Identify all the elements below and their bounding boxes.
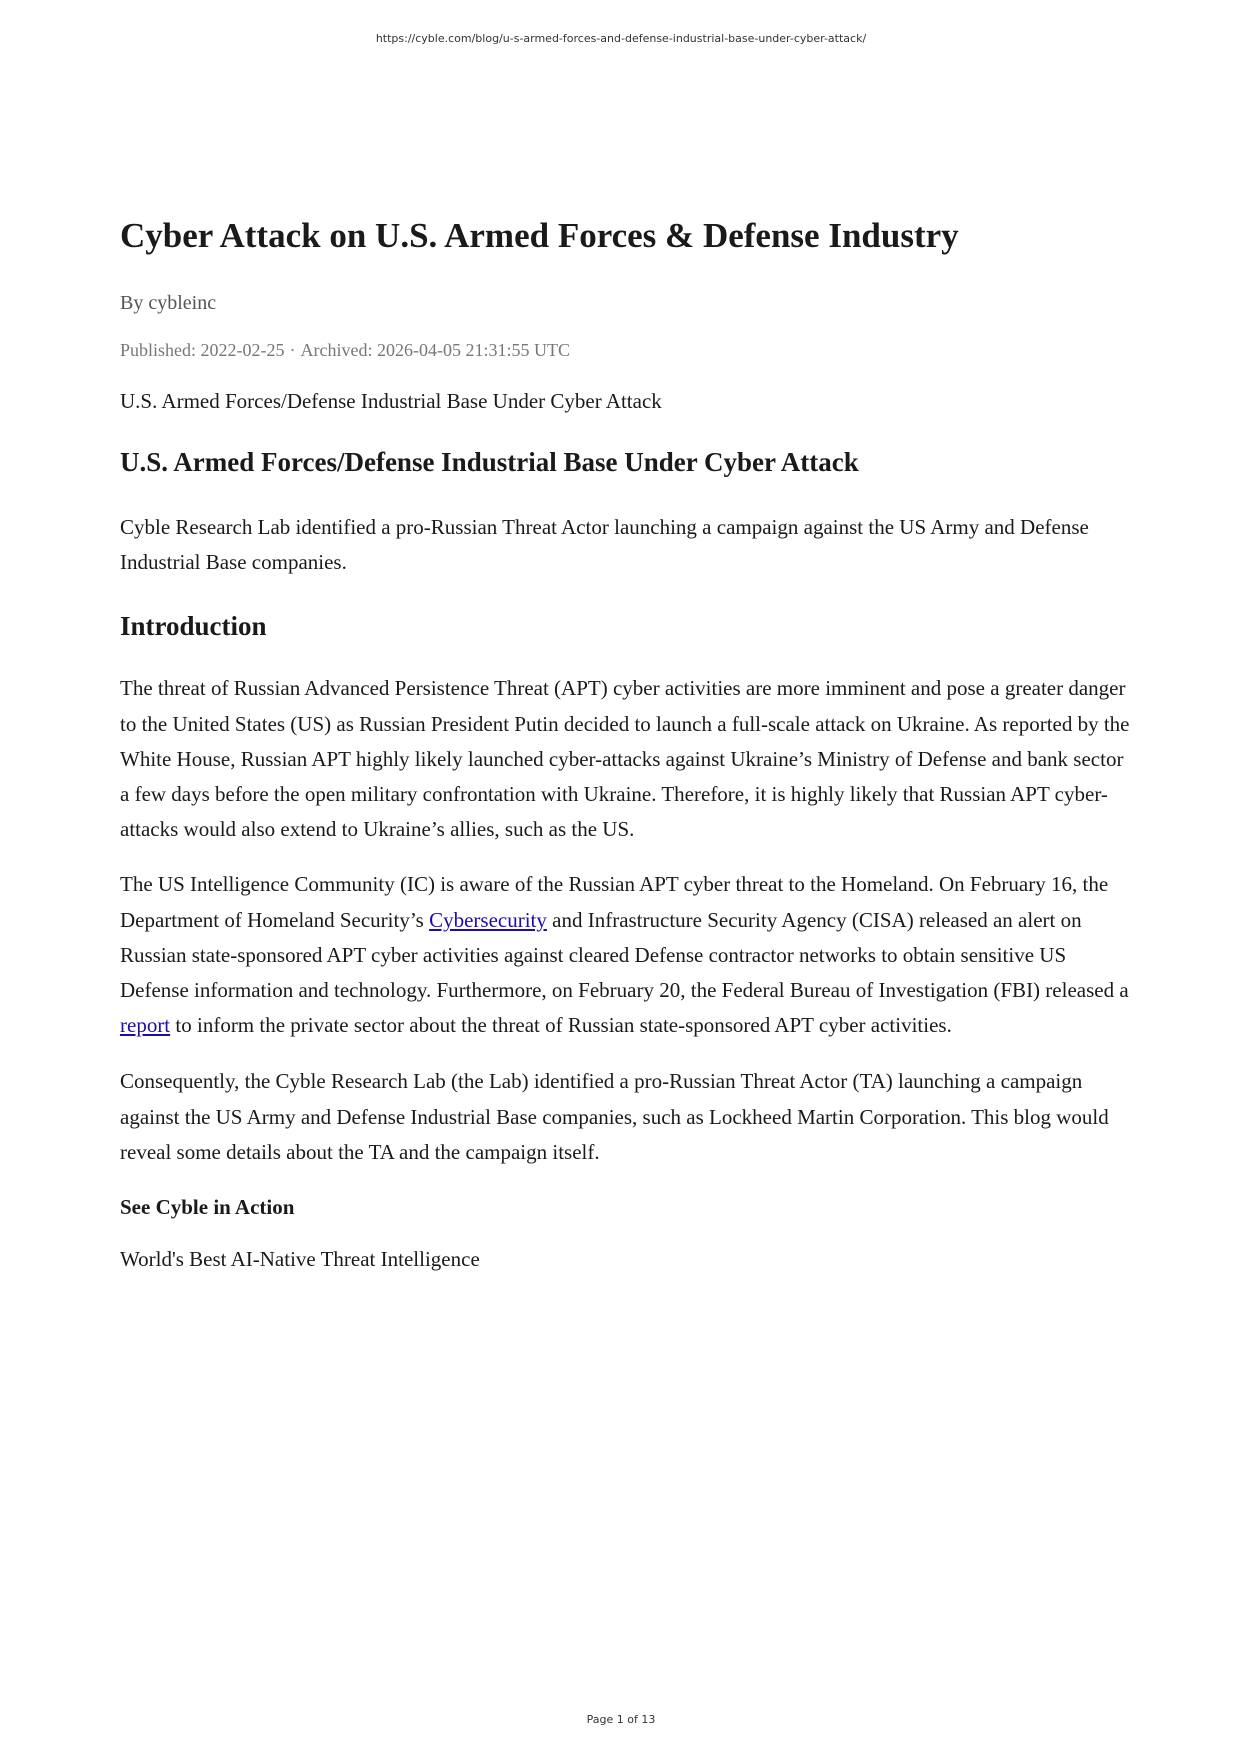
intro-paragraph: Cyble Research Lab identified a pro-Russian Threat Actor launching a campaign against the US Army and Defense Industrial Base companies. [120, 515, 1089, 575]
article-title: Cyber Attack on U.S. Armed Forces & Defense Industry [120, 216, 959, 255]
paragraph-2-text-3: to inform the private sector about the threat of Russian state-sponsored APT cyber activities. [170, 1013, 952, 1038]
paragraph-2-text-1: The US Intelligence Community (IC) is aware of the Russian APT cyber threat to the Homeland. On February 16, the Department of Homeland Security’s [120, 872, 1109, 932]
published-date: Published: 2022-02-25 [120, 340, 285, 360]
article-meta [120, 338, 1130, 362]
body-paragraph-1: The threat of Russian Advanced Persistence Threat (APT) cyber activities are more imminent and pose a greater danger to the United States (US) as Russian President Putin decided to launch a full-scale attack on Ukraine. As reported by the White House, Russian APT highly likely launched cyber-attacks against Ukraine’s Ministry of Defense and bank sector a few days before the open military confrontation with Ukraine. Therefore, it is highly likely that Russian APT cyber-attacks would also extend to Ukraine’s allies, such as the US. [120, 676, 1130, 842]
cta-heading: See Cyble in Action [120, 1195, 295, 1220]
article-byline: By cybleinc [120, 292, 217, 314]
article-lead-line: U.S. Armed Forces/Defense Industrial Base Under Cyber Attack [120, 389, 662, 413]
paragraph-2-text-2: and Infrastructure Security Agency (CISA) released an alert on Russian state-sponsored APT cyber activities against cleared Defense contractor networks to obtain sensitive US Defense information and technology. Furthermore, on February 20, the Federal Bureau of Investigation (FBI) released a [120, 907, 1129, 1003]
page-number: Page 1 of 13 [586, 1713, 656, 1726]
section-heading-introduction: Introduction [120, 611, 267, 642]
body-paragraph-3: Consequently, the Cyble Research Lab (the Lab) identified a pro-Russian Threat Actor (TA) launching a campaign against the US Army and Defense Industrial Base companies, such as Lockheed Martin Corporation. This blog would reveal some details about the TA and the campaign itself. [120, 1069, 1109, 1164]
report-link[interactable]: report [120, 1013, 171, 1038]
article [120, 212, 1130, 1274]
body-paragraph-2 [120, 867, 1130, 1043]
cybersecurity-link[interactable]: Cybersecurity [429, 907, 547, 932]
article-subheading: U.S. Armed Forces/Defense Industrial Base Under Cyber Attack [120, 447, 859, 477]
archived-date: Archived: 2026-04-05 21:31:55 UTC [300, 340, 570, 360]
page-url-header: https://cyble.com/blog/u-s-armed-forces-and-defense-industrial-base-under-cyber-attack/ [375, 32, 867, 45]
meta-separator: · [289, 340, 296, 360]
cta-text: World's Best AI-Native Threat Intelligence [120, 1247, 480, 1272]
